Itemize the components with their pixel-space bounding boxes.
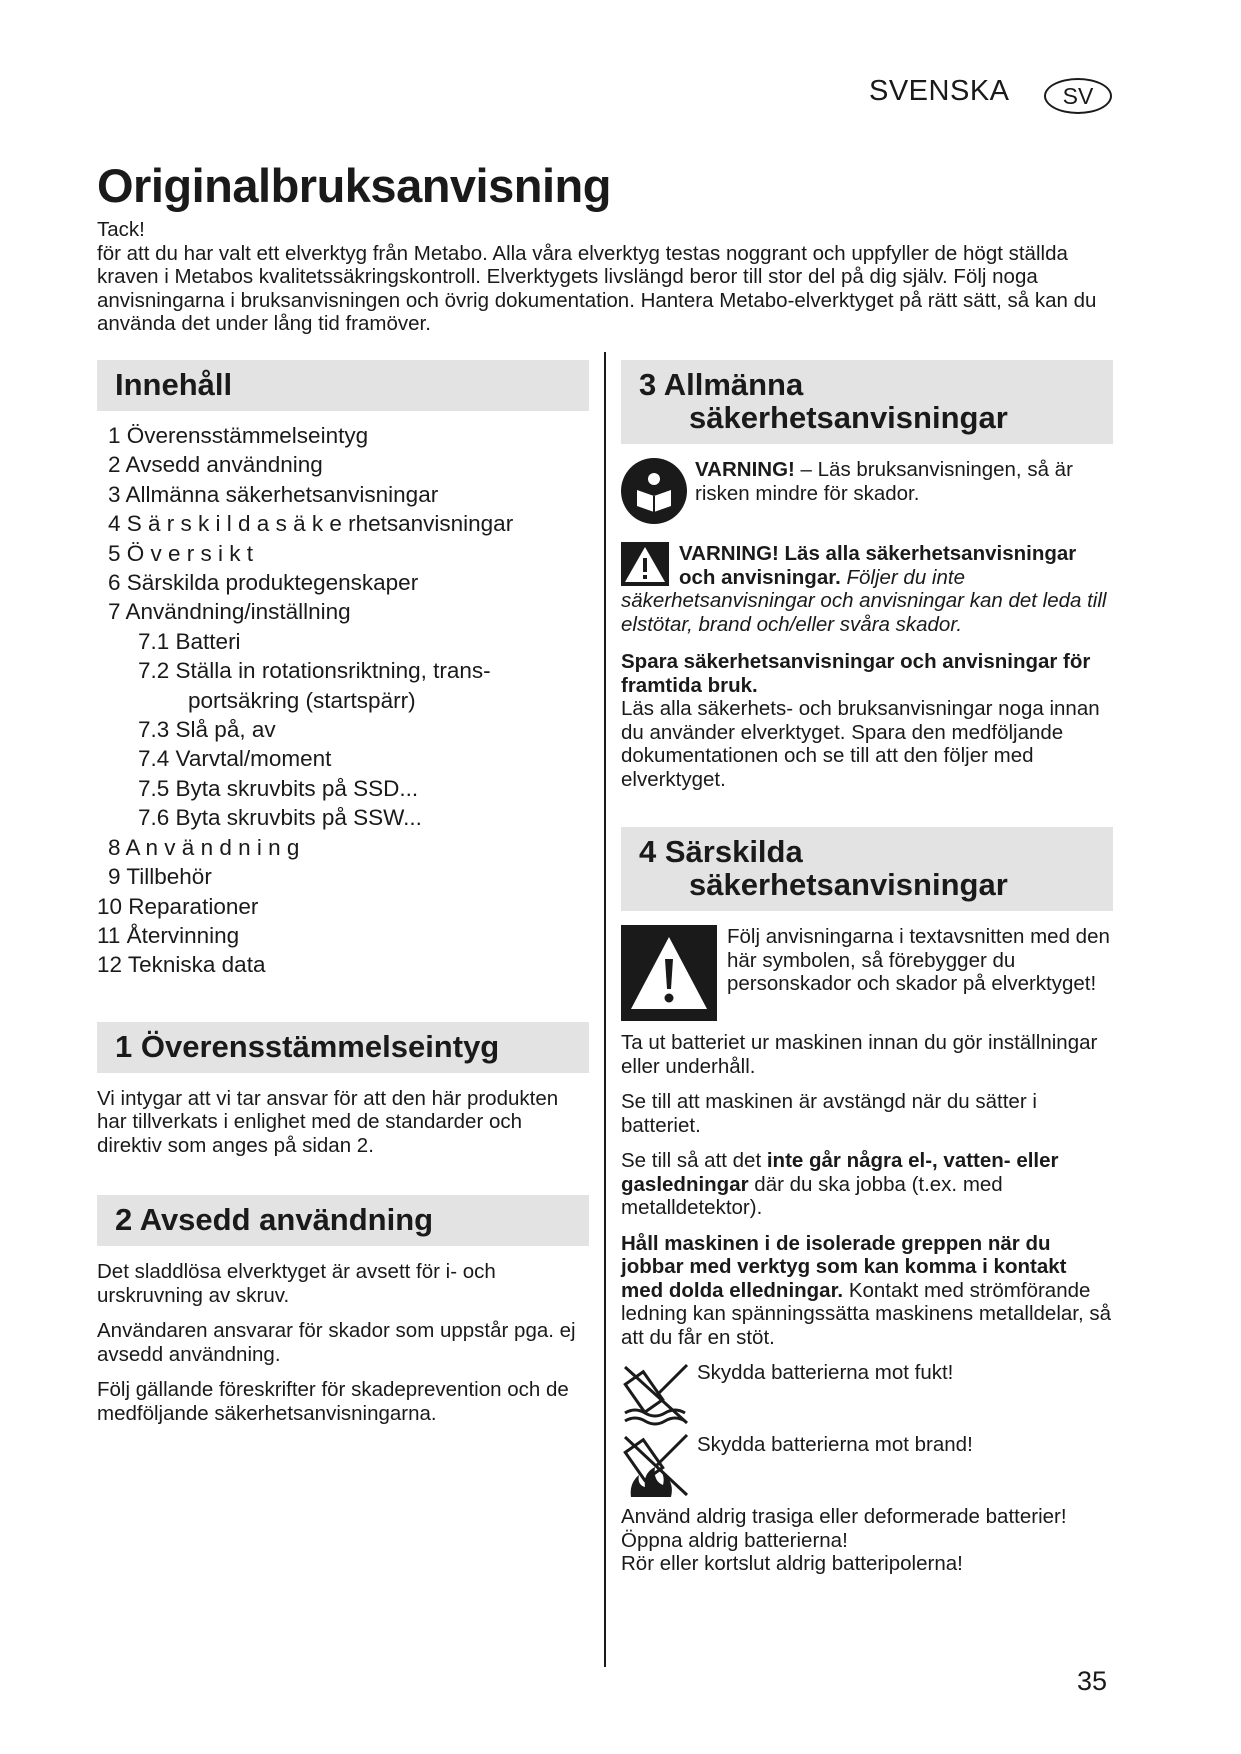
column-divider (604, 352, 606, 1667)
section2-heading: 2 Avsedd användning (97, 1195, 589, 1246)
section1-heading: 1 Överensstämmelseintyg (97, 1022, 589, 1073)
left-column (97, 360, 589, 1437)
section4-p3 (621, 1149, 1113, 1220)
section2-p3: Följ gällande föreskrifter för skadeprevention och de medföljande säkerhetsanvisningarna. (97, 1378, 569, 1425)
warning-safety-bold: VARNING! Läs alla säkerhetsanvisningar och anvisningar. (679, 542, 1077, 589)
save-bold-text: Spara säkerhetsanvisningar och anvisningar för framtida bruk. (621, 650, 1091, 697)
section2-p2: Användaren ansvarar för skador som uppstår pga. ej avsedd användning. (97, 1319, 576, 1366)
page-number: 35 (1077, 1666, 1108, 1696)
p3-pre: Se till så att det (621, 1149, 767, 1172)
section2-p1: Det sladdlösa elverktyget är avsett för i- och urskruvning av skruv. (97, 1260, 496, 1307)
warning-read-manual-text (695, 458, 1113, 505)
symbol-explanation-text: Följ anvisningarna i textavsnitten med den här symbolen, så förebygger du personskador och skador på elverktyget! (727, 925, 1110, 995)
fire-warning (621, 1433, 1113, 1499)
moisture-warning (621, 1361, 1113, 1427)
p4-bold: Håll maskinen i de isolerade greppen när du jobbar med verktyg som kan komma i kontakt med dolda elledningar. (621, 1231, 1067, 1302)
toc-subitem[interactable]: 7.2 Ställa in rotationsriktning, trans- (138, 658, 491, 684)
toc-item[interactable]: 12 Tekniska data (97, 952, 266, 978)
toc-subitem[interactable]: 7.4 Varvtal/moment (138, 746, 332, 772)
no-fire-icon (621, 1433, 691, 1499)
read-manual-icon (621, 458, 687, 524)
p4-text: Kontakt med strömförande ledning kan spänningssätta maskinens metalldelar, så att du får en stöt. (621, 1278, 1112, 1349)
toc-item[interactable]: 10 Reparationer (97, 893, 259, 919)
section4-heading (621, 827, 1113, 911)
warning-triangle-icon (621, 542, 669, 586)
section3-heading-line2: säkerhetsanvisningar (689, 400, 1008, 435)
page-title: Originalbruksanvisning (97, 159, 611, 212)
fire-text: Skydda batterierna mot brand! (697, 1433, 973, 1456)
warning-text: – Läs bruksanvisningen, så är risken mindre för skador. (695, 458, 1073, 505)
toc-subitem[interactable]: 7.5 Byta skruvbits på SSD... (138, 775, 419, 801)
toc-subitem[interactable]: 7.3 Slå på, av (138, 717, 276, 743)
warning-safety-block (621, 542, 1113, 636)
section4-heading-line1: 4 Särskilda (639, 834, 803, 869)
section3-heading-line1: 3 Allmänna (639, 367, 804, 402)
moisture-text: Skydda batterierna mot fukt! (697, 1361, 954, 1384)
save-instructions-text: Läs alla säkerhets- och bruksanvisningar noga innan du använder elverktyget. Spara den medföljande dokumentationen och se till att den följer med elverktyget. (621, 697, 1100, 791)
section4-p1: Ta ut batteriet ur maskinen innan du gör inställningar eller underhåll. (621, 1031, 1098, 1078)
toc-subitem[interactable]: 7.1 Batteri (138, 628, 241, 654)
warning-label: VARNING! (695, 458, 795, 481)
intro-block (97, 218, 1097, 336)
no-moisture-icon (621, 1361, 691, 1427)
section4-p2: Se till att maskinen är avstängd när du sätter i batteriet. (621, 1090, 1037, 1137)
final-warning-2: Öppna aldrig batterierna! (621, 1528, 848, 1552)
warning-safety-text (621, 542, 1113, 636)
symbol-explanation (621, 925, 1113, 1021)
toc-item[interactable]: 5 Ö v e r s i k t (108, 540, 254, 566)
warning-symbol-icon (621, 925, 717, 1021)
right-column (621, 360, 1113, 1576)
toc-item[interactable]: 8 A n v ä n d n i n g (108, 834, 300, 860)
table-of-contents (97, 421, 589, 980)
language-code-badge: SV (1044, 78, 1112, 114)
final-warning-1: Använd aldrig trasiga eller deformerade batterier! (621, 1505, 1067, 1528)
toc-item[interactable]: 9 Tillbehör (108, 864, 212, 890)
p3-post: där du ska jobba (t.ex. med metalldetektor). (621, 1172, 1003, 1219)
toc-subitem-continued[interactable]: portsäkring (startspärr) (188, 687, 416, 713)
section4-heading-line2: säkerhetsanvisningar (689, 867, 1008, 902)
toc-item[interactable]: 1 Överensstämmelseintyg (108, 423, 369, 448)
final-warning-3: Rör eller kortslut aldrig batteripolerna! (621, 1552, 963, 1575)
toc-item[interactable]: 7 Användning/inställning (108, 599, 351, 625)
section1-text: Vi intygar att vi tar ansvar för att den här produkten har tillverkats i enlighet med de standarder och direktiv som anges på sidan 2. (97, 1086, 559, 1157)
language-label: SVENSKA (869, 75, 1010, 107)
warning-read-manual (621, 458, 1113, 524)
toc-heading: Innehåll (97, 360, 589, 411)
section3-heading (621, 360, 1113, 444)
warning-safety-italic: Följer du inte säkerhetsanvisningar och anvisningar kan det leda till elstötar, brand och/eller svåra skador. (621, 565, 1107, 636)
toc-item[interactable]: 11 Återvinning (97, 922, 240, 948)
intro-thanks: Tack! (97, 218, 145, 241)
toc-subitem[interactable]: 7.6 Byta skruvbits på SSW... (138, 805, 422, 831)
toc-item[interactable]: 6 Särskilda produktegenskaper (108, 570, 419, 596)
intro-text: för att du har valt ett elverktyg från Metabo. Alla våra elverktyg testas noggrant och uppfyller de högt ställda kraven i Metabos kvalitetssäkringskontroll. Elverktygets livslängd beror till stor del på dig själv. Följ noga anvisningarna i bruksanvisningen och övrig dokumentation. Hantera Metabo-elverktyget på rätt sätt, så kan du använda det under lång tid framöver. (97, 241, 1097, 335)
section4-p4 (621, 1232, 1113, 1350)
save-instructions-bold (621, 650, 1113, 697)
p3-bold: inte går några el-, vatten- eller gasledningar (621, 1149, 1059, 1196)
toc-item[interactable]: 3 Allmänna säkerhetsanvisningar (108, 481, 439, 507)
toc-item[interactable]: 4 S ä r s k i l d a s ä k e rhetsanvisningar (108, 511, 514, 537)
toc-item[interactable]: 2 Avsedd användning (108, 452, 323, 478)
